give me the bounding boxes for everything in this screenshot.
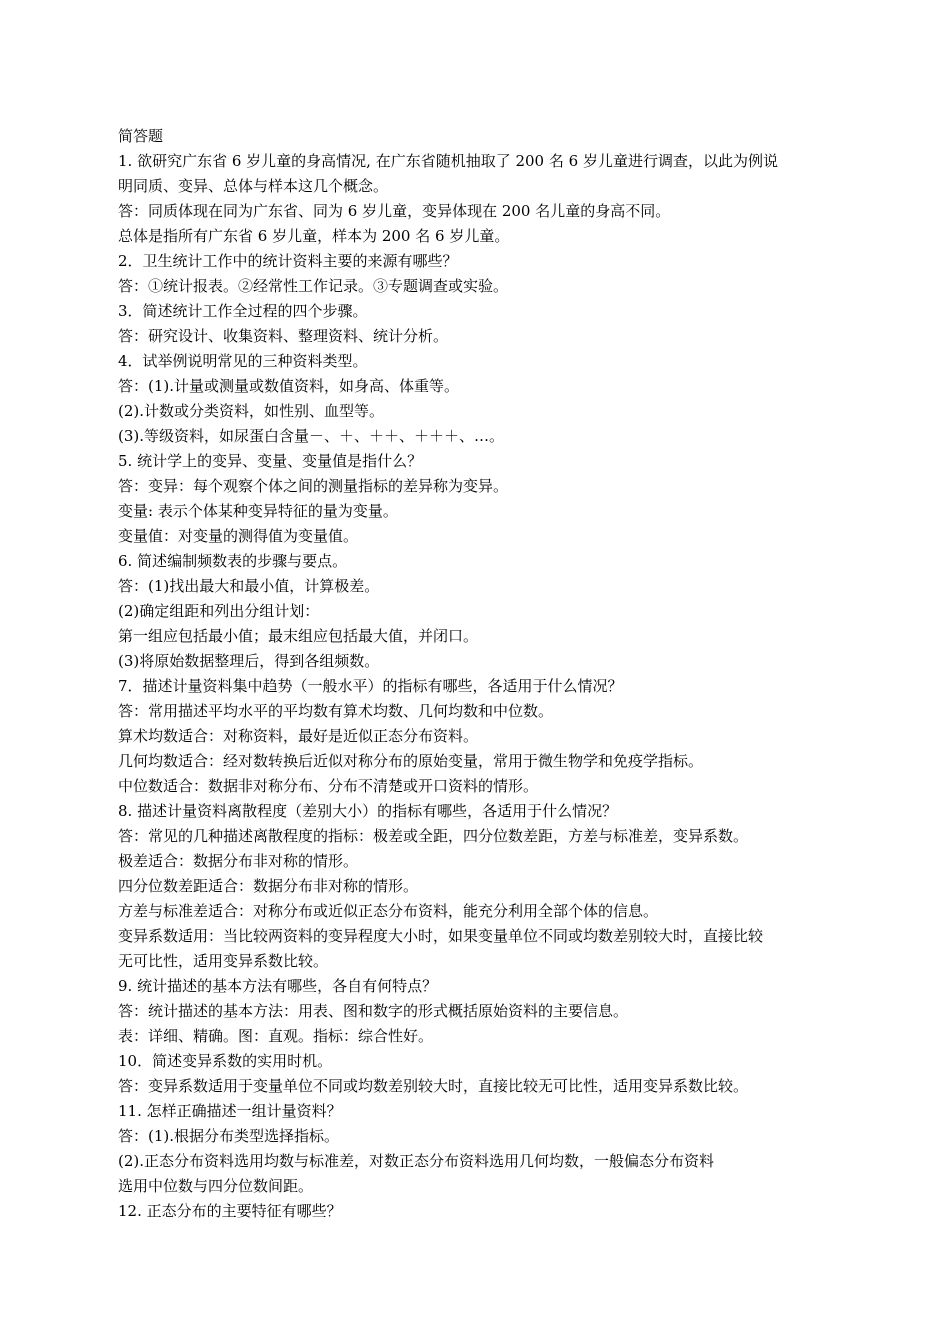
text-line: 6. 简述编制频数表的步骤与要点。 xyxy=(118,552,348,570)
text-line: 答：同质体现在同为广东省、同为 6 岁儿童，变异体现在 200 名儿童的身高不同。 xyxy=(118,202,671,220)
text-line: 11. 怎样正确描述一组计量资料？ xyxy=(118,1102,342,1120)
text-line: 变量值：对变量的测得值为变量值。 xyxy=(118,527,359,545)
text-line: 总体是指所有广东省 6 岁儿童，样本为 200 名 6 岁儿童。 xyxy=(118,227,510,245)
text-line: 极差适合：数据分布非对称的情形。 xyxy=(118,852,359,870)
text-line: 答：①统计报表。②经常性工作记录。③专题调查或实验。 xyxy=(118,277,509,295)
text-line: 答：(1)找出最大和最小值，计算极差。 xyxy=(118,577,380,595)
text-line: 变量: 表示个体某种变异特征的量为变量。 xyxy=(118,502,398,520)
text-line: 明同质、变异、总体与样本这几个概念。 xyxy=(118,177,389,195)
text-line: 12. 正态分布的主要特征有哪些？ xyxy=(118,1202,342,1220)
text-line: (2)确定组距和列出分组计划： xyxy=(118,602,320,620)
text-line: 3．简述统计工作全过程的四个步骤。 xyxy=(118,302,368,320)
text-line: 答：统计描述的基本方法：用表、图和数字的形式概括原始资料的主要信息。 xyxy=(118,1002,629,1020)
text-line: (3).等级资料，如尿蛋白含量－、＋、＋＋、＋＋＋、…。 xyxy=(118,427,505,445)
text-line: 5. 统计学上的变异、变量、变量值是指什么？ xyxy=(118,452,423,470)
text-line: 2．卫生统计工作中的统计资料主要的来源有哪些？ xyxy=(118,252,458,270)
text-line: 答：常用描述平均水平的平均数有算术均数、几何均数和中位数。 xyxy=(118,702,554,720)
text-line: 几何均数适合：经对数转换后近似对称分布的原始变量，常用于微生物学和免疫学指标。 xyxy=(118,752,704,770)
text-line: 答：(1).计量或测量或数值资料，如身高、体重等。 xyxy=(118,377,460,395)
text-line: 答：(1).根据分布类型选择指标。 xyxy=(118,1127,340,1145)
text-line: 算术均数适合：对称资料，最好是近似正态分布资料。 xyxy=(118,727,479,745)
text-line: 7．描述计量资料集中趋势（一般水平）的指标有哪些，各适用于什么情况？ xyxy=(118,677,623,695)
text-line: 选用中位数与四分位数间距。 xyxy=(118,1177,314,1195)
text-line: 变异系数适用：当比较两资料的变异程度大小时，如果变量单位不同或均数差别较大时，直接比较 xyxy=(118,927,764,945)
text-line: (3)将原始数据整理后，得到各组频数。 xyxy=(118,652,380,670)
text-line: 表：详细、精确。图：直观。指标：综合性好。 xyxy=(118,1027,434,1045)
text-line: (2).计数或分类资料，如性别、血型等。 xyxy=(118,402,385,420)
text-line: 答：研究设计、收集资料、整理资料、统计分析。 xyxy=(118,327,449,345)
text-line: 8. 描述计量资料离散程度（差别大小）的指标有哪些，各适用于什么情况？ xyxy=(118,802,618,820)
text-line: 答：变异系数适用于变量单位不同或均数差别较大时，直接比较无可比性，适用变异系数比较。 xyxy=(118,1077,749,1095)
text-line: (2).正态分布资料选用均数与标准差，对数正态分布资料选用几何均数，一般偏态分布资料 xyxy=(118,1152,715,1170)
text-line: 1. 欲研究广东省 6 岁儿童的身高情况, 在广东省随机抽取了 200 名 6 岁儿童进行调查，以此为例说 xyxy=(118,152,778,170)
text-line: 10．简述变异系数的实用时机。 xyxy=(118,1052,333,1070)
text-line: 四分位数差距适合：数据分布非对称的情形。 xyxy=(118,877,419,895)
text-line: 4．试举例说明常见的三种资料类型。 xyxy=(118,352,368,370)
text-line: 9. 统计描述的基本方法有哪些，各自有何特点？ xyxy=(118,977,438,995)
text-line: 无可比性，适用变异系数比较。 xyxy=(118,952,329,970)
text-line: 答：变异：每个观察个体之间的测量指标的差异称为变异。 xyxy=(118,477,509,495)
document-page xyxy=(118,124,838,1224)
text-line: 第一组应包括最小值；最末组应包括最大值，并闭口。 xyxy=(118,627,479,645)
text-body xyxy=(118,149,838,1224)
section-heading: 简答题 xyxy=(118,127,164,145)
text-line: 答：常见的几种描述离散程度的指标：极差或全距，四分位数差距，方差与标准差，变异系数。 xyxy=(118,827,749,845)
text-line: 方差与标准差适合：对称分布或近似正态分布资料，能充分利用全部个体的信息。 xyxy=(118,902,659,920)
text-line: 中位数适合：数据非对称分布、分布不清楚或开口资料的情形。 xyxy=(118,777,539,795)
